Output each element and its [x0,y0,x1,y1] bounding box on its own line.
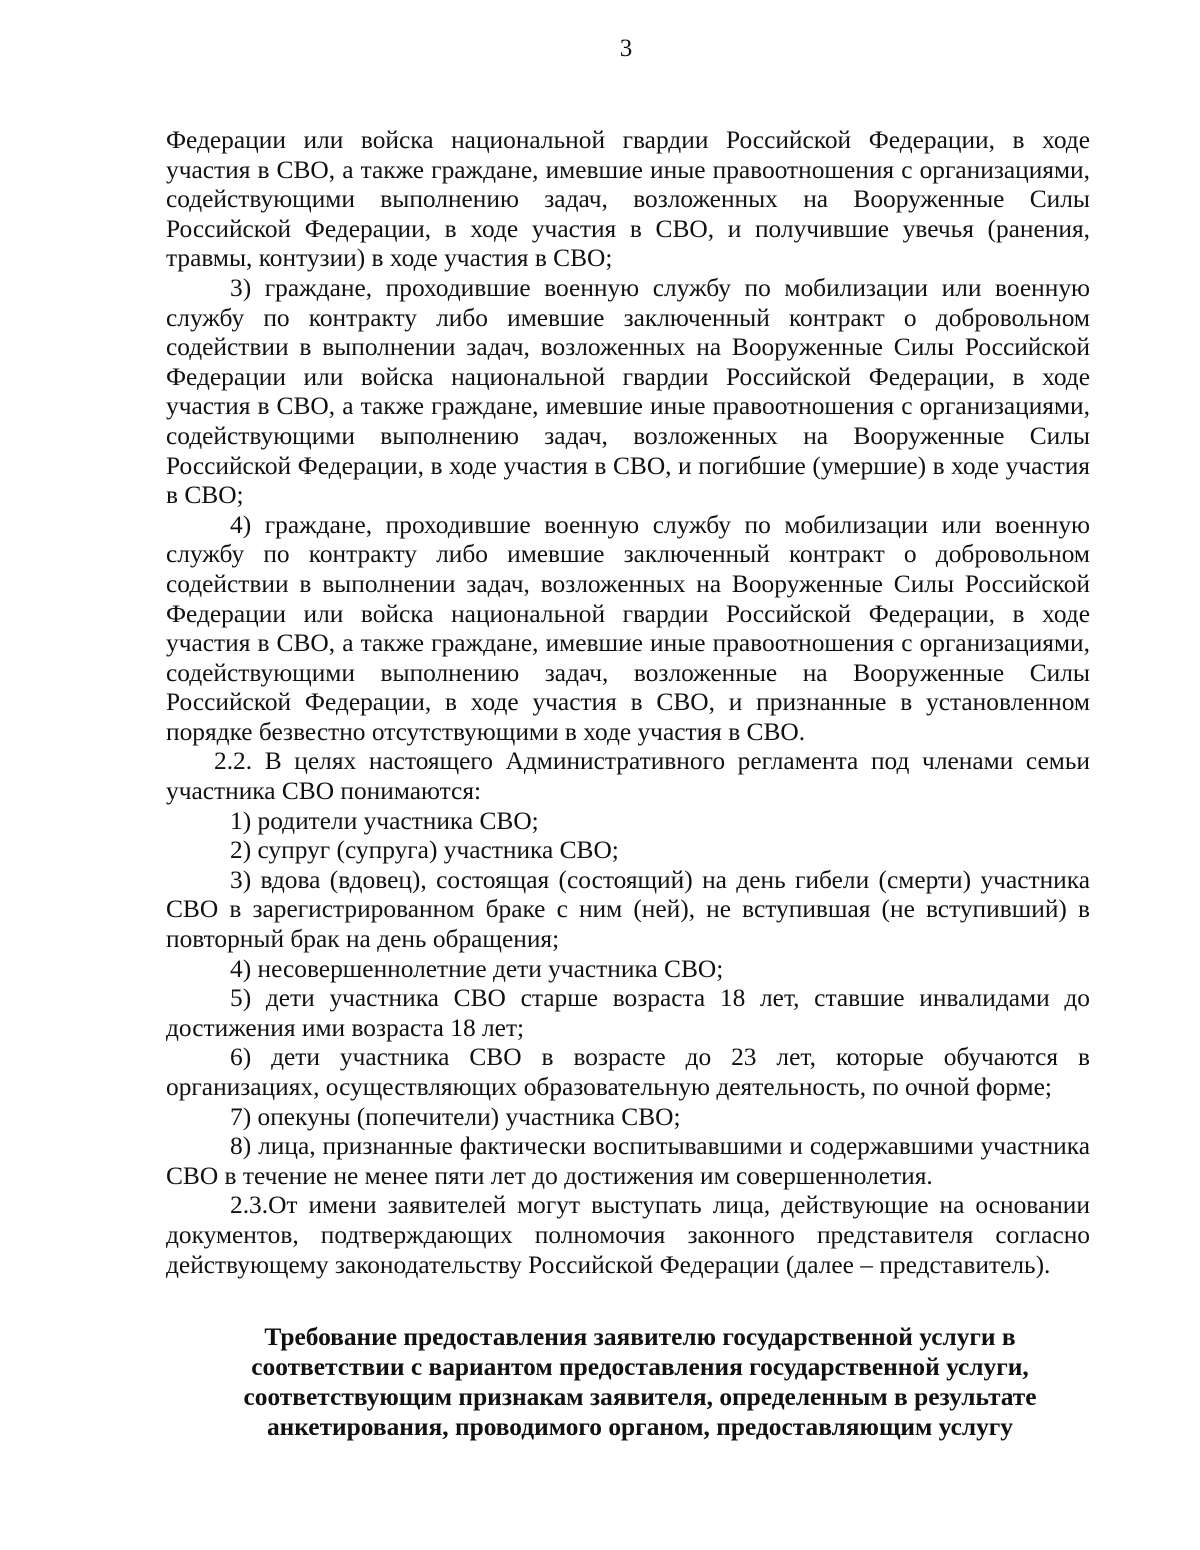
family-member-5: 5) дети участника СВО старше возраста 18 лет, ставшие инвалидами до достижения ими возраста 18 лет; [166,984,1090,1042]
clause-2-3: 2.3.От имени заявителей могут выступать лица, действующие на основании документов, подтверждающих полномочия законного представителя согласно действующему законодательству Российской Федерации (далее – представитель). [166,1191,1090,1279]
section-heading-line: соответствующим признакам заявителя, определенным в результате [243,1383,1037,1411]
family-member-8: 8) лица, признанные фактически воспитывавшими и содержавшими участника СВО в течение не менее пяти лет до достижения им совершеннолетия. [166,1132,1090,1190]
family-member-3: 3) вдова (вдовец), состоящая (состоящий) на день гибели (смерти) участника СВО в зарегистрированном браке с ним (ней), не вступившая (не вступивший) в повторный брак на день обращения; [166,865,1090,954]
section-heading-line: соответствии с вариантом предоставления государственной услуги, [251,1353,1029,1381]
list-item-4: 4) граждане, проходившие военную службу по мобилизации или военную службу по контракту либо имевшие заключенный контракт о добровольном содействии в выполнении задач, возложенных на Вооруженные Силы Российской Федерации или войска национальной гвардии Российской Федерации, в ходе участия в СВО, а также граждане, имевшие иные правоотношения с организациями, содействующими выполнению задач, возложенные на Вооруженные Силы Российской Федерации, в ходе участия в СВО, и признанные в установленном порядке безвестно отсутствующими в ходе участия в СВО. [166,510,1090,746]
section-heading-line: анкетирования, проводимого органом, предоставляющим услугу [266,1413,1014,1441]
section-heading-line: Требование предоставления заявителю государственной услуги в [264,1323,1016,1351]
list-item-3: 3) граждане, проходившие военную службу по мобилизации или военную службу по контракту либо имевшие заключенный контракт о добровольном содействии в выполнении задач, возложенных на Вооруженные Силы Российской Федерации или войска национальной гвардии Российской Федерации, в ходе участия в СВО, а также граждане, имевшие иные правоотношения с организациями, содействующими выполнению задач, возложенных на Вооруженные Силы Российской Федерации, в ходе участия в СВО, и погибшие (умершие) в ходе участия в СВО; [166,273,1090,510]
family-member-4: 4) несовершеннолетние дети участника СВО; [230,954,724,983]
family-member-1: 1) родители участника СВО; [230,806,539,835]
section-heading [200,1322,1080,1442]
clause-2-2: 2.2. В целях настоящего Административного регламента под членами семьи участника СВО понимаются: [166,747,1090,806]
family-member-7: 7) опекуны (попечители) участника СВО; [230,1102,681,1131]
paragraph-continuation: Федерации или войска национальной гвардии Российской Федерации, в ходе участия в СВО, а также граждане, имевшие иные правоотношения с организациями, содействующими выполнению задач, возложенных на Вооруженные Силы Российской Федерации, в ходе участия в СВО, и получившие увечья (ранения, травмы, контузии) в ходе участия в СВО; [166,126,1090,273]
body-text [166,126,1090,1280]
family-member-2: 2) супруг (супруга) участника СВО; [230,836,619,865]
page-number: 3 [619,35,633,62]
family-member-6: 6) дети участника СВО в возрасте до 23 лет, которые обучаются в организациях, осуществляющих образовательную деятельность, по очной форме; [166,1043,1090,1101]
